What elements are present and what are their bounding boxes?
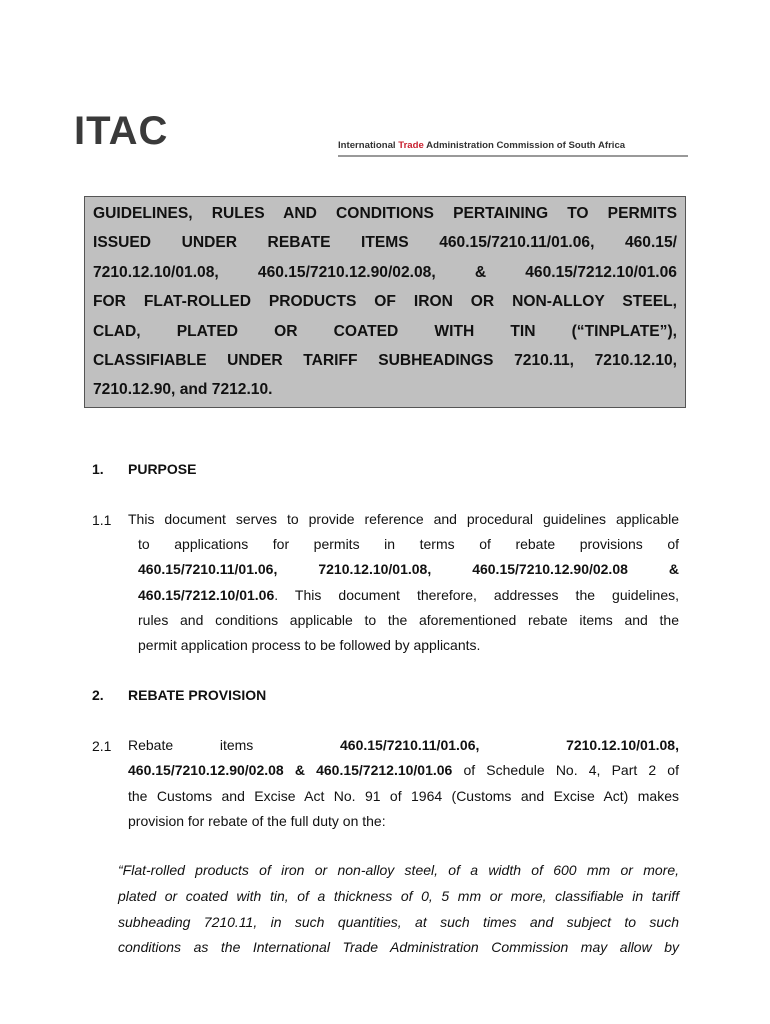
section-number: 2. <box>92 687 104 703</box>
title-line: 7210.12.10/01.08, 460.15/7210.12.90/02.08, & 460.15/7212.10/01.06 <box>93 263 677 281</box>
paragraph-line: 460.15/7210.11/01.06, 7210.12.10/01.08, 460.15/7210.12.90/02.08 & <box>138 561 679 578</box>
title-line: GUIDELINES, RULES AND CONDITIONS PERTAINING TO PERMITS <box>93 205 677 222</box>
header-rule <box>338 155 688 157</box>
title-line: CLASSIFIABLE UNDER TARIFF SUBHEADINGS 7210.11, 7210.12.10, <box>93 352 677 370</box>
paragraph-line: provision for rebate of the full duty on the: <box>128 812 386 829</box>
itac-logo <box>74 109 244 153</box>
rebate-paragraph <box>128 733 679 834</box>
section-number: 1. <box>92 461 104 477</box>
title-line: 7210.12.90, and 7212.10. <box>93 381 273 399</box>
paragraph-line: 460.15/7210.12.90/02.08 & 460.15/7212.10/01.06 of Schedule No. 4, Part 2 of <box>128 762 679 779</box>
paragraph-line: permit application process to be followed by applicants. <box>138 637 481 654</box>
paragraph-line: Rebate items 460.15/7210.11/01.06, 7210.12.10/01.08, <box>128 737 679 753</box>
section-heading: REBATE PROVISION <box>128 687 267 703</box>
quote-line: conditions as the International Trade Administration Commission may allow by <box>118 939 679 956</box>
purpose-paragraph <box>128 507 679 532</box>
paragraph-line: the Customs and Excise Act No. 91 of 1964 (Customs and Excise Act) makes <box>128 787 679 804</box>
section-heading: PURPOSE <box>128 461 197 477</box>
title-line: CLAD, PLATED OR COATED WITH TIN (“TINPLATE”), <box>93 322 677 340</box>
logo-text: ITAC <box>74 109 169 153</box>
title-line: ISSUED UNDER REBATE ITEMS 460.15/7210.11/01.06, 460.15/ <box>93 234 677 252</box>
quote-line: plated or coated with tin, of a thickness of 0, 5 mm or more, classifiable in tariff <box>118 887 679 904</box>
quote-line: subheading 7210.11, in such quantities, at such times and subject to such <box>118 913 679 930</box>
rebate-quote <box>118 858 679 961</box>
paragraph-number: 1.1 <box>92 512 112 528</box>
title-line: FOR FLAT-ROLLED PRODUCTS OF IRON OR NON-ALLOY STEEL, <box>93 293 677 311</box>
purpose-paragraph-cont <box>138 532 679 658</box>
document-title-box <box>84 196 686 408</box>
paragraph-line: This document serves to provide reference and procedural guidelines applicable <box>128 511 679 527</box>
paragraph-line: rules and conditions applicable to the aforementioned rebate items and the <box>138 611 679 628</box>
quote-line: “Flat-rolled products of iron or non-alloy steel, of a width of 600 mm or more, <box>118 862 679 878</box>
paragraph-line: to applications for permits in terms of rebate provisions of <box>138 536 679 552</box>
commission-name: International Trade Administration Commission of South Africa <box>338 140 626 151</box>
paragraph-number: 2.1 <box>92 738 112 754</box>
paragraph-line: 460.15/7212.10/01.06. This document therefore, addresses the guidelines, <box>138 586 679 603</box>
